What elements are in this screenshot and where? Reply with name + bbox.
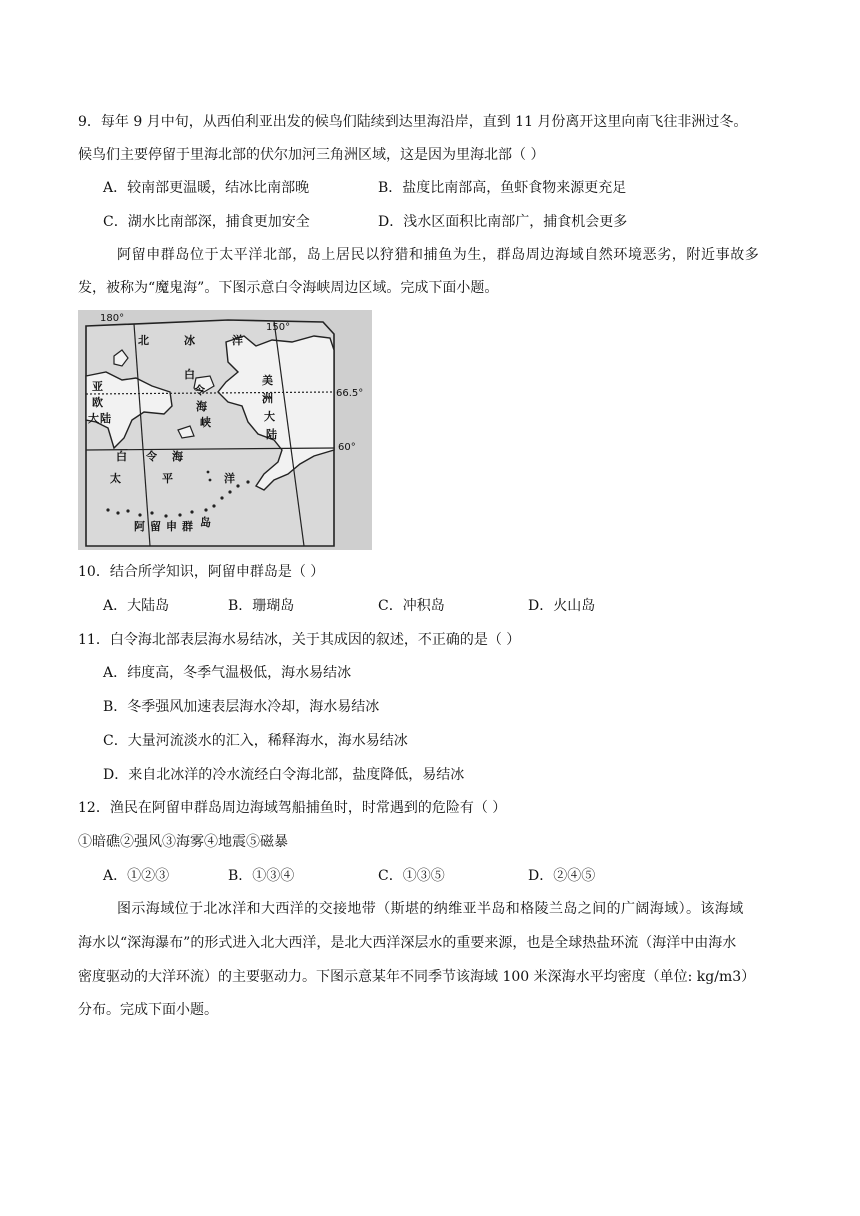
label-pacific-2: 平 bbox=[162, 472, 173, 485]
passage2-line1: 图示海域位于北冰洋和大西洋的交接地带（斯堪的纳维亚半岛和格陵兰岛之间的广阔海域）。该海域 bbox=[117, 901, 744, 917]
label-eurasia-3: 大 bbox=[88, 412, 99, 425]
label-aleutian-1: 阿 bbox=[134, 520, 145, 533]
label-arctic-3: 洋 bbox=[232, 334, 243, 347]
q12-option-a: A．①②③ bbox=[103, 868, 170, 884]
label-america-4: 陆 bbox=[266, 428, 277, 441]
q9-option-d: D．浅水区面积比南部广，捕食机会更多 bbox=[378, 214, 628, 230]
q11-option-a: A．纬度高，冬季气温极低，海水易结冰 bbox=[103, 665, 352, 681]
q9-option-a: A．较南部更温暖，结冰比南部晚 bbox=[103, 180, 310, 196]
label-strait-1: 白 bbox=[184, 368, 195, 381]
passage2-line2: 海水以“深海瀑布”的形式进入北大西洋，是北大西洋深层水的重要来源，也是全球热盐环流（海洋中由海水 bbox=[78, 935, 737, 951]
q9-option-c: C．湖水比南部深，捕食更加安全 bbox=[103, 214, 310, 230]
q11-stem: 11．白令海北部表层海水易结冰，关于其成因的叙述，不正确的是（ ） bbox=[78, 632, 521, 648]
passage1-line1: 阿留申群岛位于太平洋北部，岛上居民以狩猎和捕鱼为生，群岛周边海域自然环境恶劣，附近事故多 bbox=[117, 247, 760, 263]
q9-stem-line1: 9．每年 9 月中旬，从西伯利亚出发的候鸟们陆续到达里海沿岸，直到 11 月份离开这里向南飞往非洲过冬。 bbox=[78, 114, 748, 130]
label-strait-4: 峡 bbox=[200, 416, 211, 429]
label-strait-3: 海 bbox=[196, 400, 207, 413]
label-eurasia-4: 陆 bbox=[100, 412, 111, 425]
q11-option-d: D．来自北冰洋的冷水流经白令海北部，盐度降低，易结冰 bbox=[103, 767, 465, 783]
q10-option-b: B．珊瑚岛 bbox=[228, 598, 295, 614]
label-aleutian-4: 群 bbox=[182, 520, 193, 533]
passage2-line4: 分布。完成下面小题。 bbox=[78, 1002, 218, 1018]
label-180-deg: 180° bbox=[100, 313, 125, 324]
label-66-5-deg: 66.5° bbox=[336, 388, 364, 399]
label-america-3: 大 bbox=[264, 410, 275, 423]
q11-option-b: B．冬季强风加速表层海水冷却，海水易结冰 bbox=[103, 699, 380, 715]
label-pacific-1: 太 bbox=[110, 472, 121, 485]
label-60-deg: 60° bbox=[338, 442, 356, 453]
q9-stem-line2: 候鸟们主要停留于里海北部的伏尔加河三角洲区域，这是因为里海北部（ ） bbox=[78, 147, 545, 163]
label-150-deg: 150° bbox=[266, 322, 291, 333]
q10-option-a: A．大陆岛 bbox=[103, 598, 170, 614]
q10-option-c: C．冲积岛 bbox=[378, 598, 445, 614]
q12-items: ①暗礁②强风③海雾④地震⑤磁暴 bbox=[78, 834, 288, 850]
label-eurasia-2: 欧 bbox=[92, 396, 103, 409]
label-strait-2: 令 bbox=[194, 384, 205, 397]
q12-option-d: D．②④⑤ bbox=[528, 868, 596, 884]
label-arctic-2: 冰 bbox=[184, 334, 195, 347]
q10-option-d: D．火山岛 bbox=[528, 598, 596, 614]
label-arctic-1: 北 bbox=[138, 334, 149, 347]
q9-option-b: B．盐度比南部高，鱼虾食物来源更充足 bbox=[378, 180, 627, 196]
label-america-2: 洲 bbox=[262, 392, 273, 405]
label-aleutian-3: 申 bbox=[166, 520, 177, 533]
q12-stem: 12．渔民在阿留申群岛周边海域驾船捕鱼时，时常遇到的危险有（ ） bbox=[78, 800, 507, 816]
label-bering-sea-3: 海 bbox=[172, 450, 183, 463]
label-eurasia-1: 亚 bbox=[92, 380, 103, 393]
label-bering-sea-2: 令 bbox=[146, 450, 157, 463]
passage2-line3: 密度驱动的大洋环流）的主要驱动力。下图示意某年不同季节该海域 100 米深海水平均密度（单位: kg/m3） bbox=[78, 969, 756, 985]
passage1-line2: 发，被称为“魔鬼海”。下图示意白令海峡周边区域。完成下面小题。 bbox=[78, 280, 499, 296]
q11-option-c: C．大量河流淡水的汇入，稀释海水，海水易结冰 bbox=[103, 733, 408, 749]
label-aleutian-2: 留 bbox=[150, 520, 161, 533]
label-bering-sea-1: 白 bbox=[116, 450, 127, 463]
q12-option-c: C．①③⑤ bbox=[378, 868, 445, 884]
label-america-1: 美 bbox=[262, 374, 273, 387]
label-pacific-3: 洋 bbox=[224, 472, 235, 485]
q10-stem: 10．结合所学知识，阿留申群岛是（ ） bbox=[78, 564, 325, 580]
q12-option-b: B．①③④ bbox=[228, 868, 295, 884]
bering-strait-map bbox=[78, 310, 372, 550]
label-aleutian-5: 岛 bbox=[200, 516, 211, 529]
